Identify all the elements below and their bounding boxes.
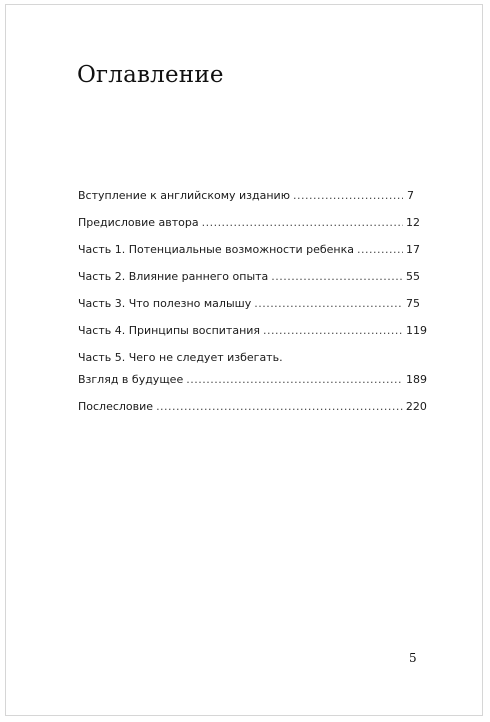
toc-entry-title: Часть 2. Влияние раннего опыта bbox=[78, 270, 269, 283]
dot-leader bbox=[202, 216, 403, 230]
toc-entry-title: Предисловие автора bbox=[78, 216, 199, 229]
toc-line bbox=[78, 216, 420, 230]
table-of-contents bbox=[78, 189, 427, 427]
toc-entry-part-1[interactable] bbox=[78, 243, 420, 257]
toc-entry-part-3[interactable] bbox=[78, 297, 420, 311]
dot-leader bbox=[293, 189, 403, 203]
toc-entry-part-5[interactable] bbox=[78, 351, 427, 387]
toc-entry-part-2[interactable] bbox=[78, 270, 420, 284]
toc-line bbox=[78, 270, 420, 284]
toc-entry-title: Часть 3. Что полезно малышу bbox=[78, 297, 252, 310]
toc-page-number: 119 bbox=[406, 324, 427, 337]
dot-leader bbox=[186, 373, 403, 387]
toc-line bbox=[78, 189, 414, 203]
toc-page-number: 12 bbox=[406, 216, 420, 229]
toc-line bbox=[78, 373, 427, 387]
toc-line bbox=[78, 297, 420, 311]
toc-page-number: 17 bbox=[406, 243, 420, 256]
page-title: Оглавление bbox=[77, 62, 224, 88]
dot-leader bbox=[271, 270, 403, 284]
dot-leader bbox=[254, 297, 403, 311]
toc-entry-part-4[interactable] bbox=[78, 324, 427, 338]
toc-entry-title: Часть 1. Потенциальные возможности ребенка bbox=[78, 243, 355, 256]
toc-line bbox=[78, 243, 420, 257]
toc-page-number: 189 bbox=[406, 373, 427, 386]
toc-entry-title: Часть 4. Принципы воспитания bbox=[78, 324, 261, 337]
toc-entry-preface[interactable] bbox=[78, 216, 420, 230]
toc-page-number: 55 bbox=[406, 270, 420, 283]
toc-entry-title-first-line: Часть 5. Чего не следует избегать. bbox=[78, 351, 283, 364]
dot-leader bbox=[357, 243, 403, 257]
toc-entry-title: Вступление к английскому изданию bbox=[78, 189, 290, 202]
toc-entry-title: Послесловие bbox=[78, 400, 154, 413]
page-number: 5 bbox=[409, 651, 417, 665]
toc-entry-afterword[interactable] bbox=[78, 400, 427, 414]
toc-line bbox=[78, 324, 427, 338]
toc-entry-intro[interactable] bbox=[78, 189, 414, 203]
toc-page-number: 220 bbox=[405, 400, 427, 413]
toc-entry-title: Взгляд в будущее bbox=[78, 373, 184, 386]
toc-page-number: 75 bbox=[406, 297, 420, 310]
dot-leader bbox=[156, 400, 403, 414]
dot-leader bbox=[263, 324, 403, 338]
toc-page-number: 7 bbox=[407, 189, 414, 202]
toc-line bbox=[78, 400, 427, 414]
